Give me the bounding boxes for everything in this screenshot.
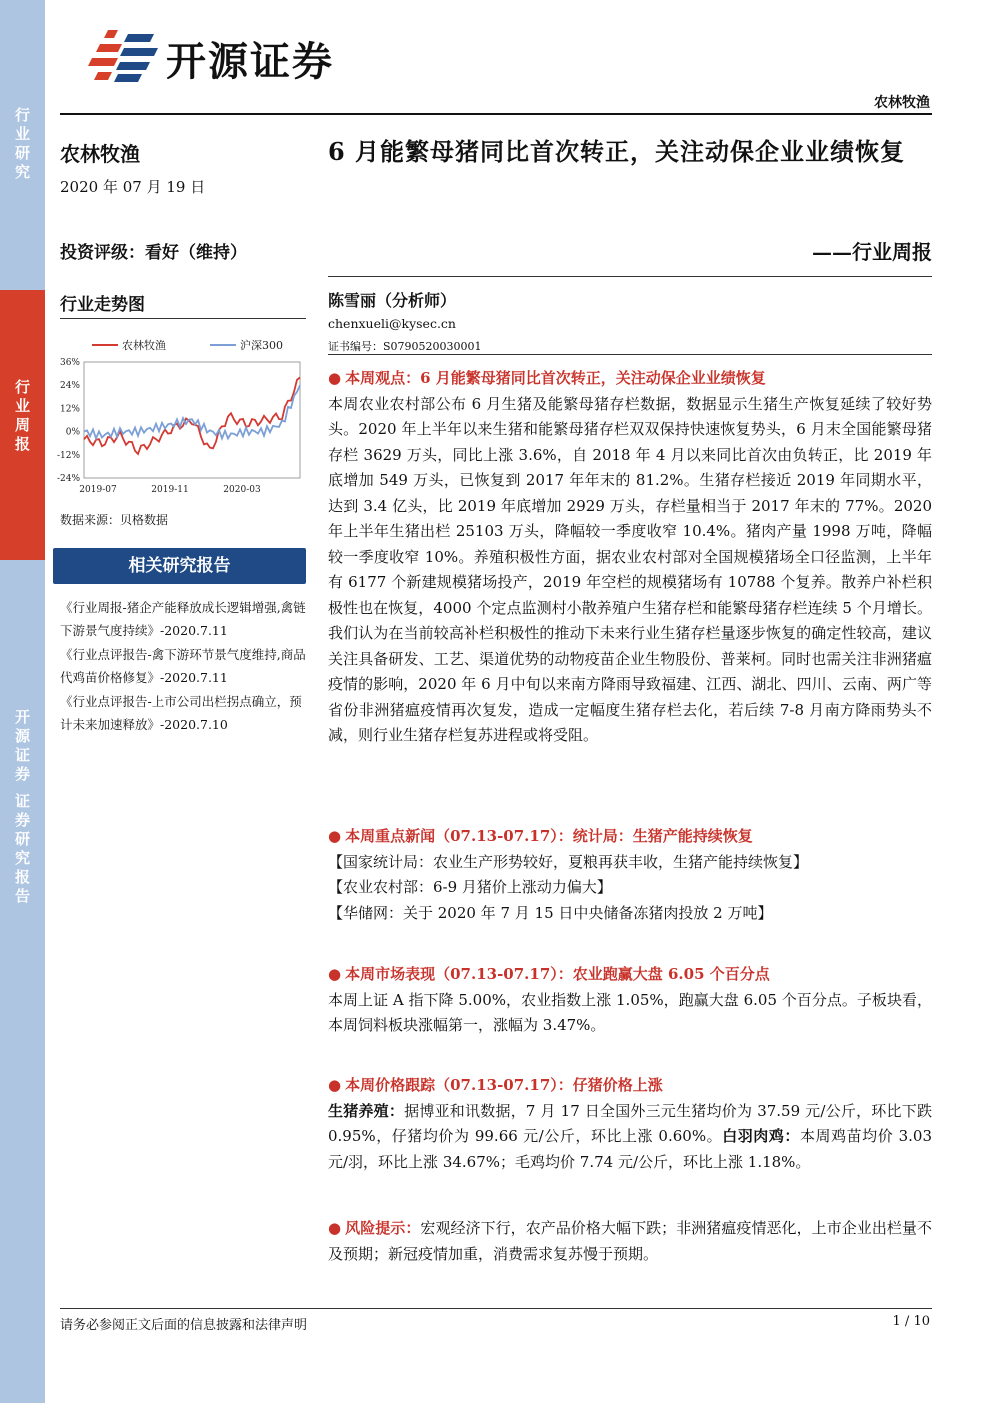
y-tick-label: 0% xyxy=(65,427,80,438)
legend-label: 农林牧渔 xyxy=(122,339,166,352)
side-label-industry-research: 行 业 研 究 xyxy=(14,106,30,181)
news-item: 【农业农村部：6-9 月猪价上涨动力偏大】 xyxy=(328,878,612,896)
news-item: 【华储网：关于 2020 年 7 月 15 日中央储备冻猪肉投放 2 万吨】 xyxy=(328,903,773,922)
y-tick-label: 24% xyxy=(59,381,80,392)
bullet-icon: ● xyxy=(328,965,342,983)
cert-divider xyxy=(328,354,932,355)
section-body xyxy=(328,1099,932,1176)
section-body: 本周上证 A 指下降 5.00%，农业指数上涨 1.05%，跑赢大盘 6.05 个百分点。子板块看，本周饲料板块涨幅第一，涨幅为 3.47%。 xyxy=(328,990,932,1034)
section-heading: 本周价格跟踪（07.13-07.17）：仔猪价格上涨 xyxy=(345,1076,663,1094)
related-report-link[interactable]: 《行业点评报告-禽下游环节景气度维持,商品代鸡苗价格修复》-2020.7.11 xyxy=(60,647,306,685)
trend-divider xyxy=(60,318,306,319)
related-reports-title: 相关研究报告 xyxy=(53,548,306,584)
section-heading: 本周重点新闻（07.13-07.17）：统计局：生猪产能持续恢复 xyxy=(345,827,753,845)
label-broiler: 白羽肉鸡： xyxy=(722,1127,800,1145)
section-prices xyxy=(328,1073,932,1175)
brand-logo-icon xyxy=(88,28,160,84)
section-news xyxy=(328,824,932,926)
bullet-icon: ● xyxy=(328,827,342,845)
page-number: 1 / 10 xyxy=(892,1314,930,1329)
header-divider xyxy=(60,113,932,115)
x-tick-label: 2019-07 xyxy=(79,485,117,495)
x-tick-label: 2019-11 xyxy=(151,485,189,495)
brand-logo xyxy=(88,22,388,92)
report-subtitle: ——行业周报 xyxy=(812,240,932,264)
report-title: 6 月能繁母猪同比首次转正，关注动保企业业绩恢复 xyxy=(328,137,906,166)
y-tick-label: 36% xyxy=(59,358,80,368)
related-reports-list xyxy=(60,596,310,737)
section-viewpoint xyxy=(328,366,932,749)
related-report-link[interactable]: 《行业点评报告-上市公司出栏拐点确立，预计未来加速释放》-2020.7.10 xyxy=(60,694,302,732)
bullet-icon: ● xyxy=(328,1219,342,1237)
footer-disclaimer: 请务必参阅正文后面的信息披露和法律声明 xyxy=(60,1318,308,1333)
y-tick-label: -24% xyxy=(56,474,80,484)
related-report-link[interactable]: 《行业周报-猪企产能释放成长逻辑增强,禽链下游景气度持续》-2020.7.11 xyxy=(60,600,306,638)
section-risk xyxy=(328,1216,932,1267)
y-tick-label: 12% xyxy=(59,404,80,415)
section-heading: 本周观点：6 月能繁母猪同比首次转正，关注动保企业业绩恢复 xyxy=(345,369,766,387)
certificate-number: 证书编号：S0790520030001 xyxy=(328,340,482,353)
investment-rating: 投资评级：看好（维持） xyxy=(60,243,247,263)
bullet-icon: ● xyxy=(328,1076,342,1094)
author-email[interactable]: chenxueli@kysec.cn xyxy=(328,316,456,331)
legend-label: 沪深300 xyxy=(240,339,283,352)
series-line xyxy=(84,378,300,455)
label-hog: 生猪养殖： xyxy=(328,1101,405,1120)
side-label-brand-report: 开 源 证 券 证 券 研 究 报 告 xyxy=(14,708,30,905)
trend-title: 行业走势图 xyxy=(60,295,145,315)
bullet-icon: ● xyxy=(328,369,342,387)
x-tick-label: 2020-03 xyxy=(223,485,261,495)
data-source: 数据来源：贝格数据 xyxy=(60,513,169,527)
section-heading: 本周市场表现（07.13-07.17）：农业跑赢大盘 6.05 个百分点 xyxy=(345,965,770,983)
section-heading: 风险提示： xyxy=(345,1219,421,1237)
footer-divider xyxy=(60,1308,932,1309)
y-tick-label: -12% xyxy=(56,450,80,461)
section-body: 宏观经济下行，农产品价格大幅下跌；非洲猪瘟疫情恶化，上市企业出栏量不及预期；新冠疫情加重，消费需求复苏慢于预期。 xyxy=(328,1219,932,1263)
side-label-weekly: 行 业 周 报 xyxy=(14,378,30,453)
side-band-bottom xyxy=(0,560,45,1403)
header-category: 农林牧渔 xyxy=(874,95,930,111)
industry-category: 农林牧渔 xyxy=(60,142,140,166)
broiler-price-text: 本周鸡苗均价 3.03 元/羽，环比上涨 34.67%；毛鸡均价 7.74 元/公斤，环比上涨 1.18%。 xyxy=(328,1127,932,1171)
section-market xyxy=(328,962,932,1039)
author-name: 陈雪丽（分析师） xyxy=(328,291,457,310)
side-band xyxy=(0,0,45,1403)
series-line xyxy=(84,385,300,438)
brand-name: 开源证券 xyxy=(166,39,334,85)
news-item: 【国家统计局：农业生产形势较好，夏粮再获丰收，生猪产能持续恢复】 xyxy=(328,852,809,871)
author-divider xyxy=(328,276,932,277)
hog-price-text: 据博亚和讯数据，7 月 17 日全国外三元生猪均价为 37.59 元/公斤，环比下跌 0.95%，仔猪均价为 99.66 元/公斤，环比上涨 0.60%。 xyxy=(328,1101,932,1145)
industry-trend-chart xyxy=(52,330,308,498)
report-date: 2020 年 07 月 19 日 xyxy=(60,178,206,196)
section-body: 本周农业农村部公布 6 月生猪及能繁母猪存栏数据，数据显示生猪生产恢复延续了较好势头。2020 年上半年以来生猪和能繁母猪存栏双双保持快速恢复势头，6 月末全国能繁母猪存栏 3629 万头，同比上涨 3.6%，自 2018 年 4 月以来同比首次由负转正，比 2019 年底增加 549 万头，已恢复到 2017 年年末的 81.2%。生猪存栏接近 2019 年同期水平，达到 3.4 亿头，比 2019 年底增加 2929 万头，存栏量相当于 2017 年末的 77%。2020 年上半年生猪出栏 25103 万头，降幅较一季度收窄 10.4%。猪肉产量 1998 万吨，降幅较一季度收窄 10%。养殖积极性方面，据农业农村部对全国规模猪场全口径监测，上半年有 6177 个新建规模猪场投产，2019 年空栏的规模猪场有 10788 个复养。散养户补栏积极性也在恢复，4000 个定点监测村小散养殖户生猪存栏和能繁母猪存栏连续 5 个月增长。我们认为在当前较高补栏积极性的推动下未来行业生猪存栏量逐步恢复的确定性较高，建议关注具备研发、工艺、渠道优势的动物疫苗企业生物股份、普莱柯。同时也需关注非洲猪瘟疫情的影响，2020 年 6 月中旬以来南方降雨导致福建、江西、湖北、四川、云南、两广等省份非洲猪瘟疫情再次复发，造成一定幅度生猪存栏去化，若后续 7-8 月南方降雨势头不减，则行业生猪存栏复苏进程或将受阻。 xyxy=(328,394,932,744)
